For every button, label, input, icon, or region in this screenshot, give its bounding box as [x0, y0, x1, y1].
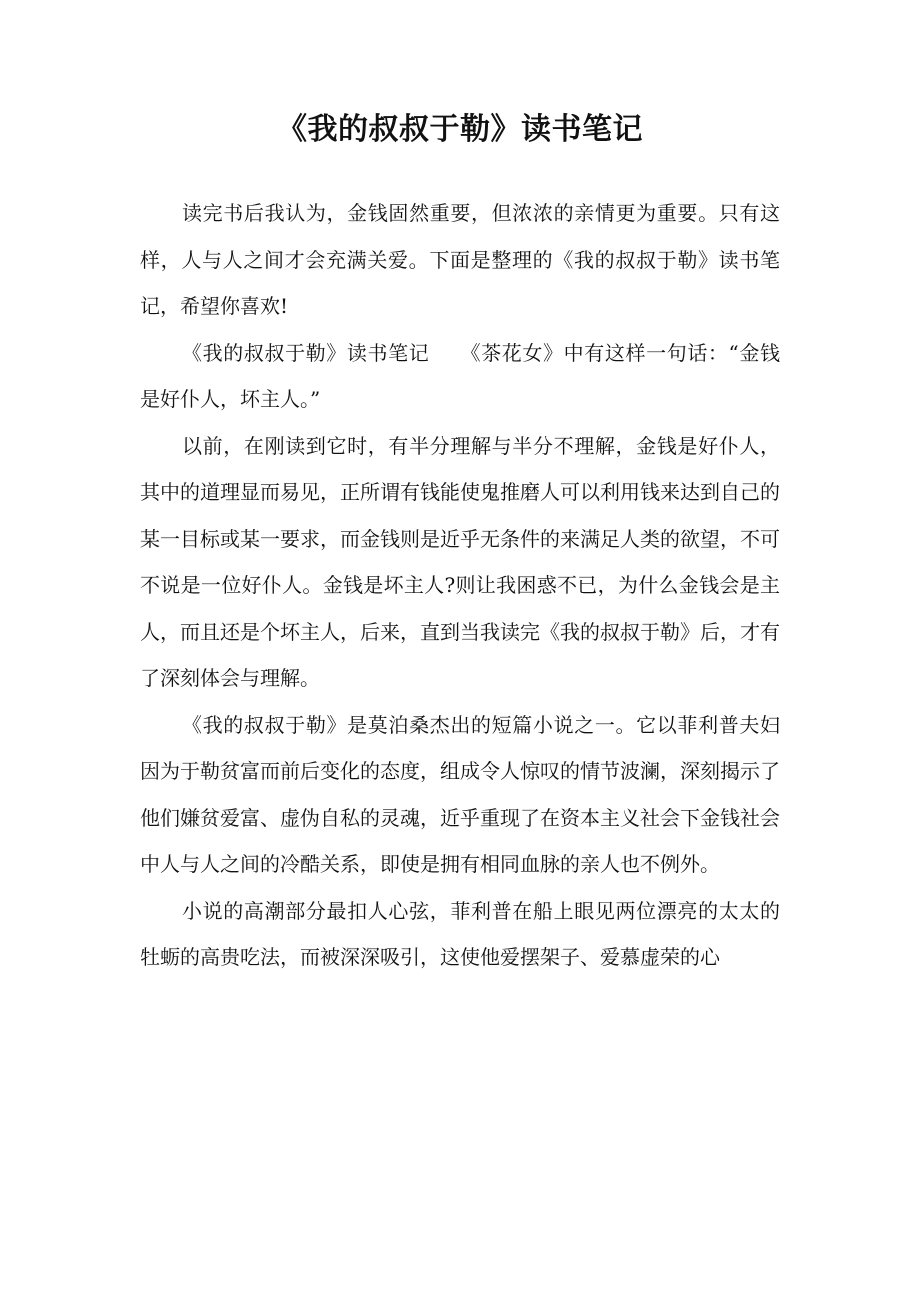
paragraph: 以前，在刚读到它时，有半分理解与半分不理解，金钱是好仆人，其中的道理显而易见，正所谓有钱能使鬼推磨人可以利用钱来达到自己的某一目标或某一要求，而金钱则是近乎无条件的来满足人类的欲望，不可不说是一位好仆人。金钱是坏主人?则让我困惑不已，为什么金钱会是主人，而且还是个坏主人，后来，直到当我读完《我的叔叔于勒》后，才有了深刻体会与理解。	[140, 433, 780, 690]
paragraph: 小说的高潮部分最扣人心弦，菲利普在船上眼见两位漂亮的太太的牡蛎的高贵吃法，而被深深吸引，这使他爱摆架子、爱慕虚荣的心	[140, 898, 780, 969]
document-title: 《我的叔叔于勒》读书笔记	[277, 112, 643, 147]
paragraph: 《我的叔叔于勒》读书笔记 《茶花女》中有这样一句话：“金钱是好仆人，坏主人。”	[140, 340, 780, 411]
document-body	[140, 190, 780, 981]
paragraph: 《我的叔叔于勒》是莫泊桑杰出的短篇小说之一。它以菲利普夫妇因为于勒贫富而前后变化的态度，组成令人惊叹的情节波澜，深刻揭示了他们嫌贫爱富、虚伪自私的灵魂，近乎重现了在资本主义社会下金钱社会中人与人之间的冷酷关系，即使是拥有相同血脉的亲人也不例外。	[140, 712, 780, 876]
paragraph: 读完书后我认为，金钱固然重要，但浓浓的亲情更为重要。只有这样，人与人之间才会充满关爱。下面是整理的《我的叔叔于勒》读书笔记，希望你喜欢!	[140, 201, 780, 318]
